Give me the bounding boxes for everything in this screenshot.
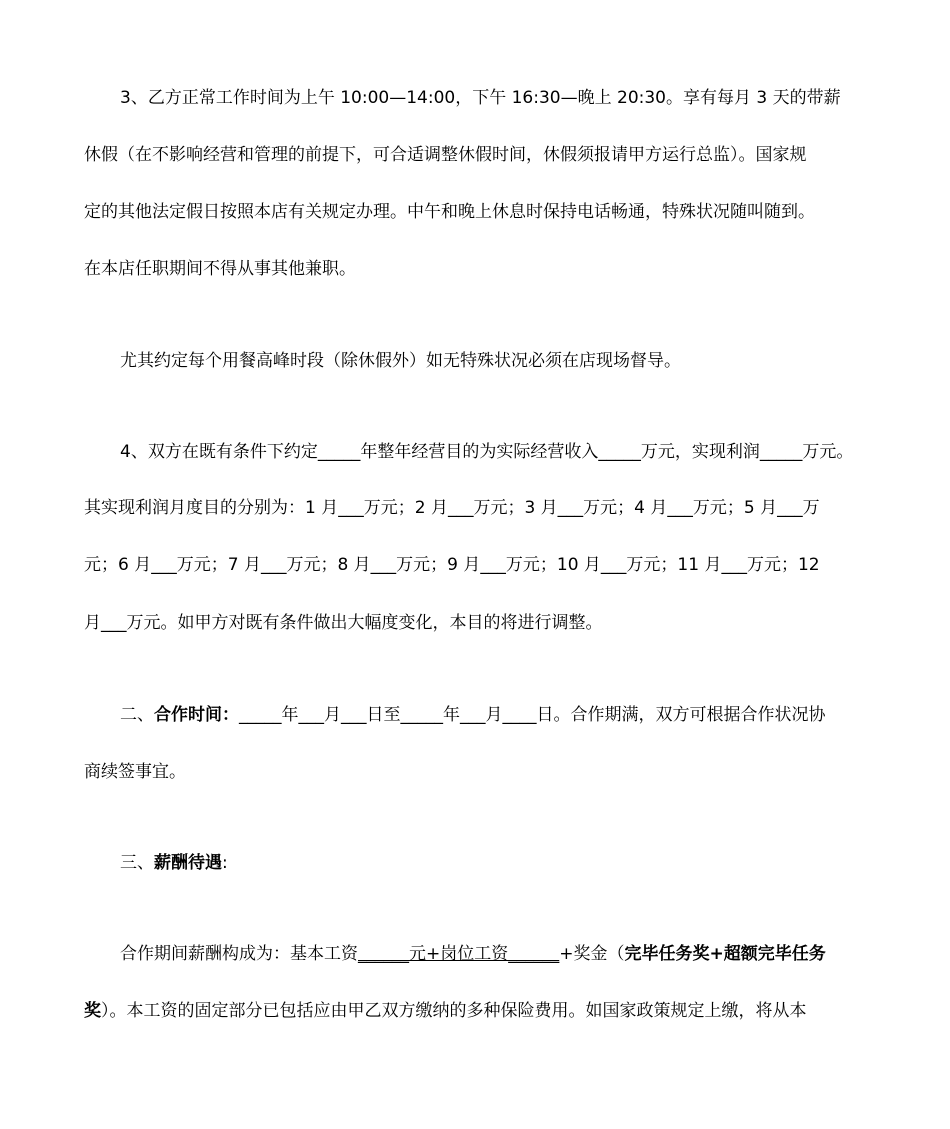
salary-bonus-bold: 完毕任务奖+超额完毕任务 bbox=[624, 944, 826, 964]
salary-line-2 bbox=[84, 999, 807, 1023]
section-3-title: 薪酬待遇 bbox=[154, 853, 222, 873]
paragraph-4-line-1: 4、双方在既有条件下约定_____年整年经营目的为实际经营收入_____万元，实现利润_____万元。 bbox=[120, 442, 854, 462]
section-2-line-1 bbox=[120, 703, 826, 727]
section-2-title: 合作时间： bbox=[154, 705, 239, 725]
salary-line-2-bold: 奖 bbox=[84, 1001, 101, 1021]
salary-line-1 bbox=[120, 942, 826, 966]
salary-part-1: 合作期间薪酬构成为：基本工资 bbox=[120, 944, 358, 964]
salary-line-2-rest: ）。本工资的固定部分已包括应由甲乙双方缴纳的多种保险费用。如国家政策规定上缴，将从本 bbox=[101, 1001, 807, 1021]
section-3-heading bbox=[120, 851, 228, 875]
paragraph-3-line-3: 定的其他法定假日按照本店有关规定办理。中午和晚上休息时保持电话畅通，特殊状况随叫随到。 bbox=[84, 202, 815, 222]
section-2-line-2: 商续签事宜。 bbox=[84, 762, 186, 782]
section-3-prefix: 三、 bbox=[120, 853, 154, 873]
section-2-text: _____年___月___日至_____年___月____日。合作期满，双方可根据合作状况协 bbox=[239, 705, 826, 725]
paragraph-4-line-2: 其实现利润月度目的分别为：1 月___万元；2 月___万元；3 月___万元；4 月___万元；5 月___万 bbox=[84, 498, 820, 518]
section-2-prefix: 二、 bbox=[120, 705, 154, 725]
paragraph-4-line-4: 月___万元。如甲方对既有条件做出大幅度变化，本目的将进行调整。 bbox=[84, 613, 603, 633]
paragraph-4-line-3: 元；6 月___万元；7 月___万元；8 月___万元；9 月___万元；10 月___万元；11 月___万元；12 bbox=[84, 555, 820, 575]
paragraph-3-line-1: 3、乙方正常工作时间为上午 10:00—14:00，下午 16:30—晚上 20:30。享有每月 3 天的带薪 bbox=[120, 88, 841, 108]
salary-part-2: ______元+岗位工资______ bbox=[358, 944, 560, 964]
paragraph-special: 尤其约定每个用餐高峰时段（除休假外）如无特殊状况必须在店现场督导。 bbox=[120, 351, 681, 371]
section-3-colon: : bbox=[222, 853, 228, 873]
paragraph-3-line-4: 在本店任职期间不得从事其他兼职。 bbox=[84, 259, 356, 279]
paragraph-3-line-2: 休假（在不影响经营和管理的前提下，可合适调整休假时间，休假须报请甲方运行总监）。国家规 bbox=[84, 145, 807, 165]
salary-part-3: +奖金（ bbox=[559, 944, 625, 964]
